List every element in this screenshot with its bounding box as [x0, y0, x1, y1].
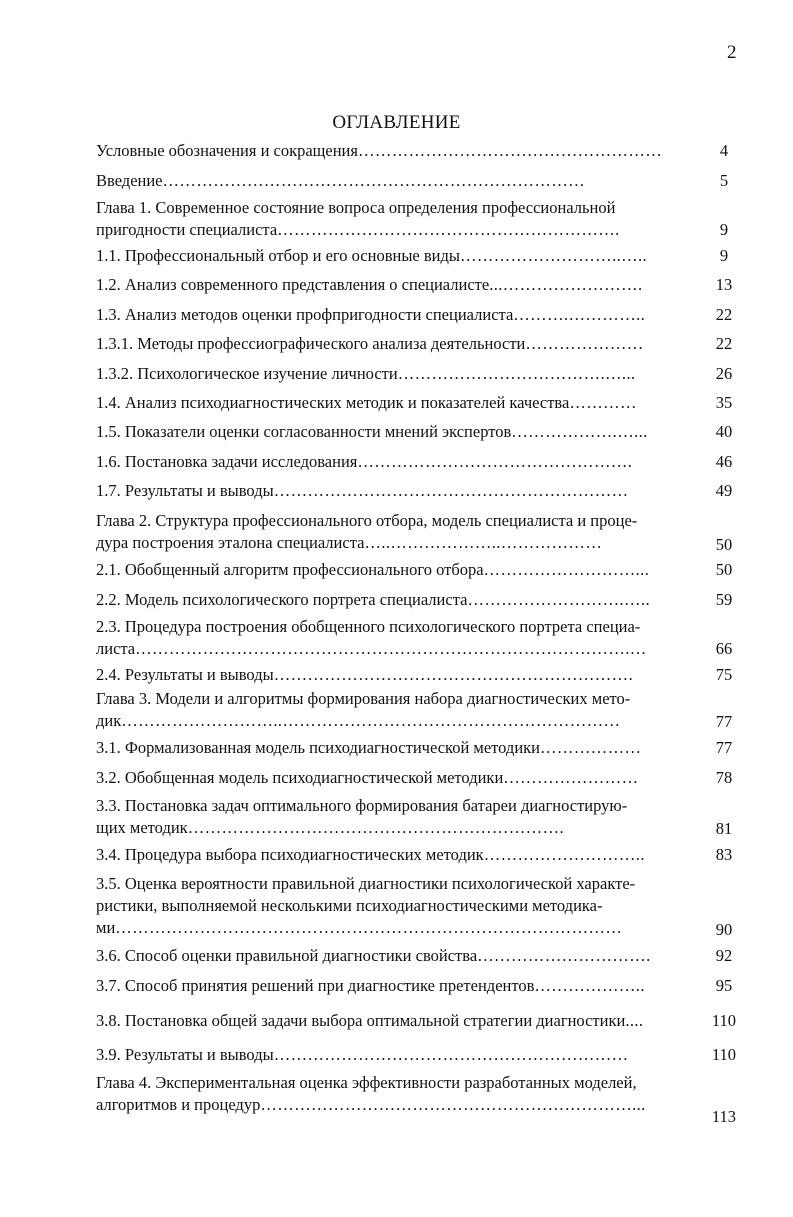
- leader-dots: ………………………………………….: [357, 452, 633, 471]
- toc-entry-title: 3.9. Результаты и выводы: [96, 1045, 274, 1064]
- toc-page-number: 92: [715, 946, 733, 965]
- toc-page-number: 50: [715, 560, 733, 579]
- leader-dots: ……………………………….…...: [397, 364, 636, 383]
- toc-entry-text: [96, 140, 696, 162]
- toc-page-number: 9: [719, 220, 729, 239]
- toc-page-number: 26: [715, 364, 733, 383]
- toc-entry-text: [96, 304, 696, 326]
- toc-entry-title: 1.3. Анализ методов оценки профпригодности специалиста: [96, 305, 514, 324]
- toc-entry-title: 1.4. Анализ психодиагностических методик и показателей качества: [96, 393, 570, 412]
- leader-dots: ...…………………….: [489, 275, 643, 294]
- leader-dots: …………………………………………………………...: [260, 1095, 646, 1114]
- leader-dots: ………………………………………………: [357, 141, 663, 160]
- leader-dots: ………………: [540, 738, 642, 757]
- toc-page-number: 113: [711, 1107, 737, 1126]
- toc-entry-text: [96, 1072, 696, 1116]
- page-title: ОГЛАВЛЕНИЕ: [332, 112, 461, 133]
- toc-page-number: 5: [719, 171, 729, 190]
- leader-dots: …………………………………………………….: [277, 220, 620, 239]
- toc-page-number: 77: [715, 712, 733, 731]
- leader-dots: ………………..: [534, 976, 645, 995]
- toc-entry-text: [96, 795, 696, 839]
- toc-entry-text: [96, 451, 696, 473]
- toc-entry-text: [96, 975, 696, 997]
- toc-entry-title: 1.3.2. Психологическое изучение личности: [96, 364, 398, 383]
- toc-page-number: 50: [715, 535, 733, 554]
- toc-entry-title-cont: ристики, выполняемой несколькими психодиагностическими методика-: [96, 896, 603, 915]
- leader-dots: …………: [569, 393, 637, 412]
- toc-entry-title: Глава 1. Современное состояние вопроса определения профессиональной: [96, 198, 616, 217]
- toc-entry-title: 3.2. Обобщенная модель психодиагностической методики: [96, 768, 504, 787]
- toc-page-number: 83: [715, 845, 733, 864]
- toc-entry-title-cont: пригодности специалиста: [96, 220, 278, 239]
- toc-entry-title: 2.4. Результаты и выводы: [96, 665, 274, 684]
- toc-entry-text: [96, 274, 696, 296]
- toc-entry-title-cont: дура построения эталона специалиста: [96, 533, 365, 552]
- toc-page-number: 59: [715, 590, 733, 609]
- toc-entry-text: [96, 170, 696, 192]
- leader-dots: …………………: [525, 334, 644, 353]
- leader-dots: ……………………………………………………….: [273, 665, 634, 684]
- toc-page-number: 81: [715, 819, 733, 838]
- toc-page-number: 49: [715, 481, 733, 500]
- toc-entry-text: [96, 737, 696, 759]
- page-number: 2: [727, 42, 737, 63]
- toc-entry-title: Глава 2. Структура профессионального отбора, модель специалиста и проце-: [96, 511, 638, 530]
- toc-entry-text: [96, 421, 696, 443]
- toc-entry-title: 3.7. Способ принятия решений при диагностике претендентов: [96, 976, 535, 995]
- toc-page-number: 66: [715, 639, 733, 658]
- toc-page-number: 46: [715, 452, 733, 471]
- toc-entry-title: Введение: [96, 171, 163, 190]
- toc-entry-text: [96, 197, 696, 241]
- toc-entry-text: [96, 873, 696, 939]
- leader-dots: ……………………: [503, 768, 639, 787]
- leader-dots: ……….…………..: [513, 305, 646, 324]
- toc-entry-title-cont: щих методик: [96, 818, 188, 837]
- toc-entry-text: [96, 589, 696, 611]
- toc-entry-text: [96, 945, 696, 967]
- leader-dots: ………………………………………………………: [273, 481, 629, 500]
- toc-page-number: 22: [715, 334, 733, 353]
- toc-entry-title-cont: листа: [96, 639, 136, 658]
- leader-dots: ………………………….: [477, 946, 651, 965]
- leader-dots: ………………………..…..: [459, 246, 648, 265]
- toc-entry-text: [96, 363, 696, 385]
- toc-entry-title-cont: дик: [96, 711, 122, 730]
- toc-entry-title: 1.2. Анализ современного представления о специалисте: [96, 275, 490, 294]
- toc-entry-title: 2.3. Процедура построения обобщенного психологического портрета специа-: [96, 617, 641, 636]
- toc-entry-title: 3.4. Процедура выбора психодиагностических методик: [96, 845, 484, 864]
- toc-page-number: 90: [715, 920, 733, 939]
- leader-dots: ………………………..……………………………………………………: [121, 711, 621, 730]
- toc-page-number: 75: [715, 665, 733, 684]
- leader-dots: ………………………...: [483, 560, 650, 579]
- toc-entry-title: Глава 3. Модели и алгоритмы формирования набора диагностических мето-: [96, 689, 631, 708]
- toc-entry-title: 1.3.1. Методы профессиографического анализа деятельности: [96, 334, 526, 353]
- toc-page-number: 35: [715, 393, 733, 412]
- toc-entry-title: 1.7. Результаты и выводы: [96, 481, 274, 500]
- toc-page-number: 110: [711, 1011, 737, 1030]
- toc-page-number: 4: [719, 141, 729, 160]
- toc-entry-text: [96, 844, 696, 866]
- toc-entry-text: [96, 392, 696, 414]
- toc-entry-title: 3.5. Оценка вероятности правильной диагностики психологической характе-: [96, 874, 636, 893]
- leader-dots: ………………………………………………………….: [187, 818, 565, 837]
- toc-entry-title-cont: алгоритмов и процедур: [96, 1095, 261, 1114]
- toc-page-number: 22: [715, 305, 733, 324]
- toc-entry-text: [96, 616, 696, 660]
- leader-dots: ………………………………………………………: [273, 1045, 629, 1064]
- toc-page-number: 77: [715, 738, 733, 757]
- toc-page-number: 9: [719, 246, 729, 265]
- leader-dots: …………………………………………………………………: [162, 171, 586, 190]
- toc-page-number: 40: [715, 422, 733, 441]
- leader-dots: …..………………..………………: [364, 533, 603, 552]
- toc-entry-title-cont: ми: [96, 918, 116, 937]
- toc-entry-text: [96, 333, 696, 355]
- toc-entry-text: [96, 688, 696, 732]
- toc-entry-text: [96, 1010, 696, 1032]
- toc-entry-text: [96, 245, 696, 267]
- toc-entry-title: 3.1. Формализованная модель психодиагностической методики: [96, 738, 541, 757]
- toc-entry-title: 1.1. Профессиональный отбор и его основные виды: [96, 246, 460, 265]
- toc-entry-text: [96, 480, 696, 502]
- leader-dots: ....: [625, 1011, 644, 1030]
- toc-entry-title: 1.5. Показатели оценки согласованности мнений экспертов: [96, 422, 512, 441]
- toc-entry-title: 2.2. Модель психологического портрета специалиста: [96, 590, 468, 609]
- leader-dots: ……………….…...: [511, 422, 648, 441]
- toc-page-number: 78: [715, 768, 733, 787]
- leader-dots: ………………………………………………………………………………: [115, 918, 623, 937]
- toc-entry-title: 1.6. Постановка задачи исследования: [96, 452, 358, 471]
- toc-entry-text: [96, 664, 696, 686]
- toc-page-number: 95: [715, 976, 733, 995]
- leader-dots: …………………………………………………………………………….…: [135, 639, 647, 658]
- toc-entry-text: [96, 1044, 696, 1066]
- leader-dots: ………………………..: [483, 845, 645, 864]
- toc-entry-title: 3.3. Постановка задач оптимального формирования батареи диагностирую-: [96, 796, 628, 815]
- toc-entry-title: 3.8. Постановка общей задачи выбора оптимальной стратегии диагностики: [96, 1011, 626, 1030]
- toc-entry-title: 3.6. Способ оценки правильной диагностики свойства: [96, 946, 478, 965]
- toc-entry-text: [96, 767, 696, 789]
- toc-entry-text: [96, 510, 696, 554]
- leader-dots: ……………………….…..: [467, 590, 651, 609]
- toc-entry-title: Условные обозначения и сокращения: [96, 141, 358, 160]
- toc-entry-text: [96, 559, 696, 581]
- toc-entry-title: 2.1. Обобщенный алгоритм профессионального отбора: [96, 560, 484, 579]
- toc-entry-title: Глава 4. Экспериментальная оценка эффективности разработанных моделей,: [96, 1073, 637, 1092]
- toc-page-number: 110: [711, 1045, 737, 1064]
- toc-page-number: 13: [715, 275, 733, 294]
